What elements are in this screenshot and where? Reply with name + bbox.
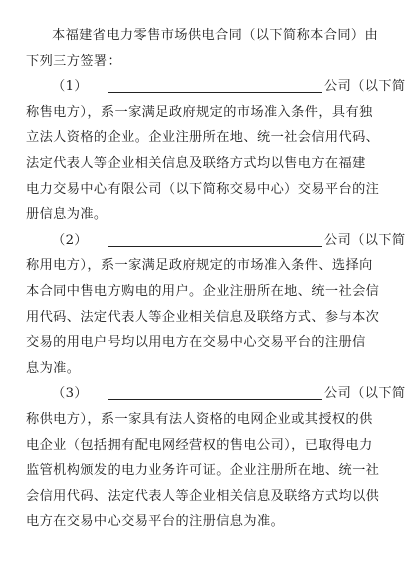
party-2-line: 称用电方），系一家满足政府规定的市场准入条件、选择向: [26, 258, 373, 274]
party-2-paragraph: [26, 228, 406, 382]
party-1-line: 立法人资格的企业。企业注册所在地、统一社会信用代码、: [26, 130, 380, 146]
party-3-line: 监管机构颁发的电力业务许可证。企业注册所在地、统一社: [26, 463, 380, 479]
party-1-line: 电力交易中心有限公司（以下简称交易中心）交易平台的注: [26, 181, 380, 197]
intro-line-1: 本福建省电力零售市场供电合同（以下简称本合同）由: [52, 28, 379, 43]
contract-document: [26, 23, 406, 535]
party-2-name-blank[interactable]: [108, 230, 322, 247]
party-1-paragraph: [26, 74, 406, 228]
party-2-line: 交易的用电户号均以用电方在交易中心交易平台的注册信: [26, 335, 366, 351]
party-1-number: （1）: [52, 79, 88, 95]
party-1-first-line: [26, 74, 406, 100]
party-1-suffix: 公司（以下简: [324, 79, 406, 95]
party-3-paragraph: [26, 381, 406, 535]
party-3-line: 电方在交易中心交易平台的注册信息为准。: [26, 514, 285, 530]
party-3-suffix: 公司（以下简: [324, 386, 406, 402]
party-2-first-line: [26, 228, 406, 254]
intro-paragraph: [26, 23, 406, 74]
party-2-line: 用代码、法定代表人等企业相关信息及联络方式、参与本次: [26, 309, 380, 325]
party-3-name-blank[interactable]: [108, 383, 322, 400]
party-2-line: 本合同中售电方购电的用户。企业注册所在地、统一社会信: [26, 283, 380, 299]
party-2-line: 息为准。: [26, 360, 81, 376]
party-1-line: 称售电方），系一家满足政府规定的市场准入条件，具有独: [26, 104, 373, 120]
party-1-line: 法定代表人等企业相关信息及联络方式均以售电方在福建: [26, 155, 366, 171]
party-2-number: （2）: [52, 232, 88, 248]
party-3-line: 电企业（包括拥有配电网经营权的售电公司），已取得电力: [26, 437, 373, 453]
party-3-line: 会信用代码、法定代表人等企业相关信息及联络方式均以供: [26, 488, 380, 504]
party-2-suffix: 公司（以下简: [324, 232, 406, 248]
party-1-line: 册信息为准。: [26, 207, 108, 223]
party-3-number: （3）: [52, 386, 88, 402]
intro-line-2: 下列三方签署：: [26, 53, 122, 69]
party-3-line: 称供电方），系一家具有法人资格的电网企业或其授权的供: [26, 411, 373, 427]
party-3-first-line: [26, 381, 406, 407]
party-1-name-blank[interactable]: [108, 76, 322, 93]
